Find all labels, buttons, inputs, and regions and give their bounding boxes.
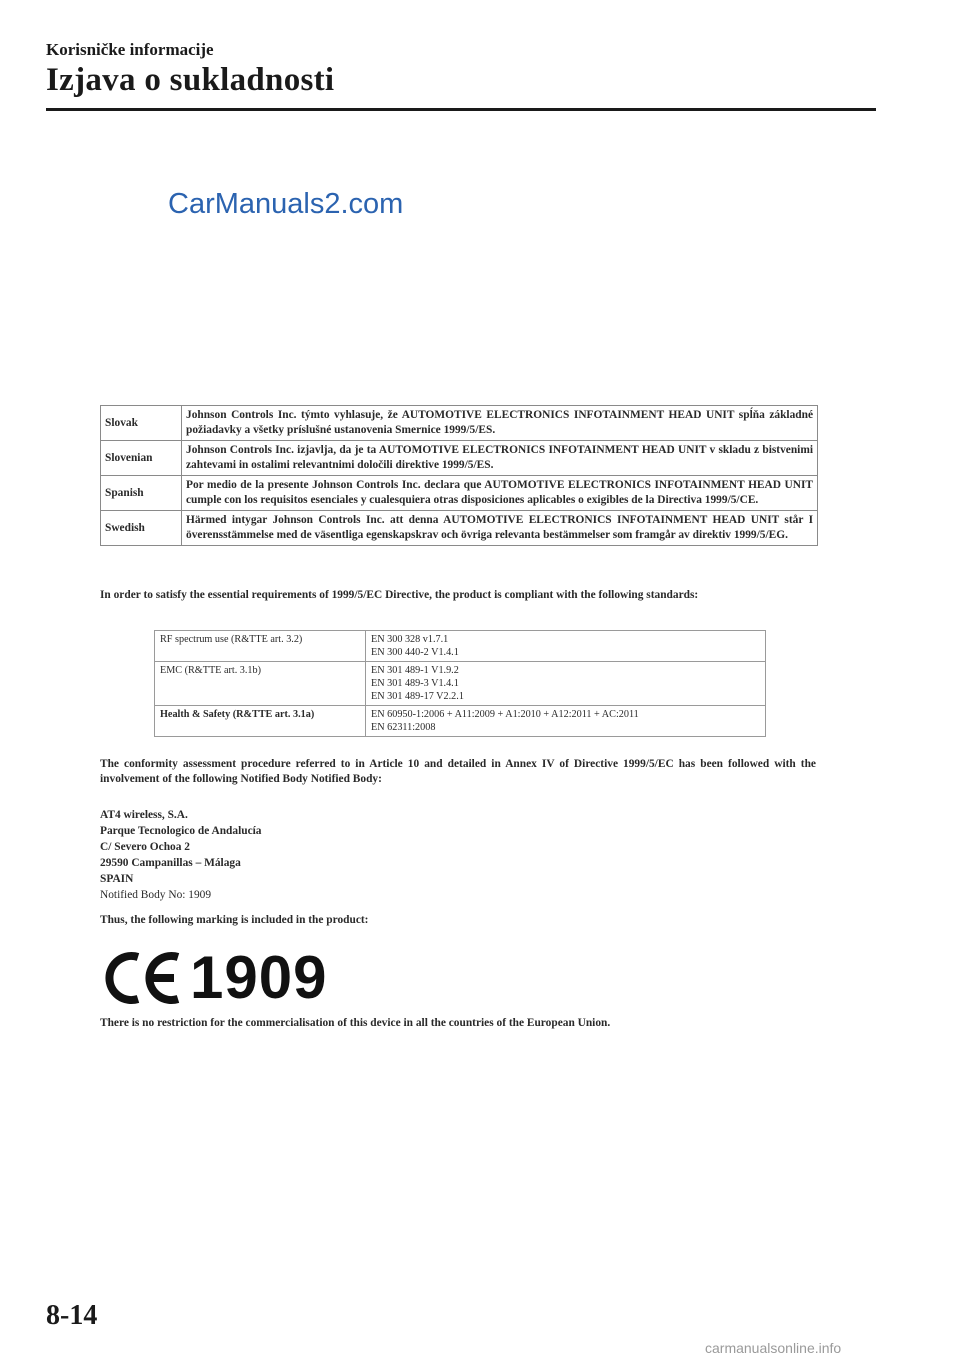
language-name: Slovak [101, 406, 182, 441]
address-line: SPAIN [100, 873, 134, 885]
standard-value: EN 300 328 v1.7.1 [371, 634, 449, 645]
address-line: C/ Severo Ochoa 2 [100, 841, 190, 853]
section-label: Korisničke informacije [46, 40, 214, 59]
standard-value: EN 300 440-2 V1.4.1 [371, 647, 459, 658]
declaration-text: Por medio de la presente Johnson Controls Inc. declara que AUTOMOTIVE ELECTRONICS INFOTAINMENT HEAD UNIT cumple con los requisitos esenciales y cualesquiera otras disposiciones aplicables o exigibles de la Directiva 1999/5/CE. [182, 476, 818, 511]
table-row [101, 441, 818, 476]
ce-mark-icon [104, 949, 184, 1007]
watermark-link[interactable]: CarManuals2.com [168, 188, 404, 220]
table-row [155, 631, 766, 662]
standard-value: EN 301 489-3 V1.4.1 [371, 678, 459, 689]
conformity-paragraph: The conformity assessment procedure referred to in Article 10 and detailed in Annex IV of Directive 1999/5/EC has been followed with the involvement of the following Notified Body Notified Body: [100, 758, 816, 785]
standard-category: EMC (R&TTE art. 3.1b) [155, 662, 366, 706]
title-divider [46, 108, 876, 111]
table-row [155, 706, 766, 737]
standard-value: EN 301 489-17 V2.2.1 [371, 691, 464, 702]
notified-body-code: 1909 [190, 944, 328, 1011]
notified-body-address [100, 807, 262, 903]
standard-category: Health & Safety (R&TTE art. 3.1a) [155, 706, 366, 737]
marking-paragraph: Thus, the following marking is included in the product: [100, 914, 369, 926]
standard-values [366, 706, 766, 737]
language-name: Swedish [101, 511, 182, 546]
declaration-text: Härmed intygar Johnson Controls Inc. att denna AUTOMOTIVE ELECTRONICS INFOTAINMENT HEAD UNIT står I överensstämmelse med de väsentliga egenskapskrav och övriga relevanta bestämmelser som framgår av direktiv 1999/5/EG. [182, 511, 818, 546]
address-line: Parque Tecnologico de Andalucía [100, 825, 262, 837]
table-row [101, 476, 818, 511]
page-number: 8-14 [46, 1300, 98, 1331]
standard-value: EN 301 489-1 V1.9.2 [371, 665, 459, 676]
standards-intro: In order to satisfy the essential requirements of 1999/5/EC Directive, the product is compliant with the following standards: [100, 589, 699, 601]
declaration-text: Johnson Controls Inc. týmto vyhlasuje, že AUTOMOTIVE ELECTRONICS INFOTAINMENT HEAD UNIT spĺňa základné požiadavky a všetky príslušné ustanovenia Smernice 1999/5/ES. [182, 406, 818, 441]
declaration-text: Johnson Controls Inc. izjavlja, da je ta AUTOMOTIVE ELECTRONICS INFOTAINMENT HEAD UNIT v skladu z bistvenimi zahtevami in ostalimi relevantnimi določili direktive 1999/5/ES. [182, 441, 818, 476]
standard-category: RF spectrum use (R&TTE art. 3.2) [155, 631, 366, 662]
standard-value: EN 62311:2008 [371, 722, 436, 733]
declaration-scan [100, 405, 820, 1029]
page-title: Izjava o sukladnosti [46, 62, 335, 98]
standard-values [366, 662, 766, 706]
restriction-paragraph: There is no restriction for the commercialisation of this device in all the countries of the European Union. [100, 1017, 611, 1029]
footer-site-link[interactable]: carmanualsonline.info [705, 1340, 842, 1356]
standard-value: EN 60950-1:2006 + A11:2009 + A1:2010 + A12:2011 + AC:2011 [371, 709, 639, 720]
language-name: Slovenian [101, 441, 182, 476]
table-row [101, 511, 818, 546]
address-line: AT4 wireless, S.A. [100, 809, 188, 821]
table-row [101, 406, 818, 441]
ce-marking [104, 945, 404, 1011]
language-declarations-table [100, 405, 818, 546]
standard-values [366, 631, 766, 662]
standards-table [154, 630, 766, 737]
address-line: 29590 Campanillas – Málaga [100, 857, 241, 869]
language-name: Spanish [101, 476, 182, 511]
table-row [155, 662, 766, 706]
notified-body-number: Notified Body No: 1909 [100, 889, 212, 901]
